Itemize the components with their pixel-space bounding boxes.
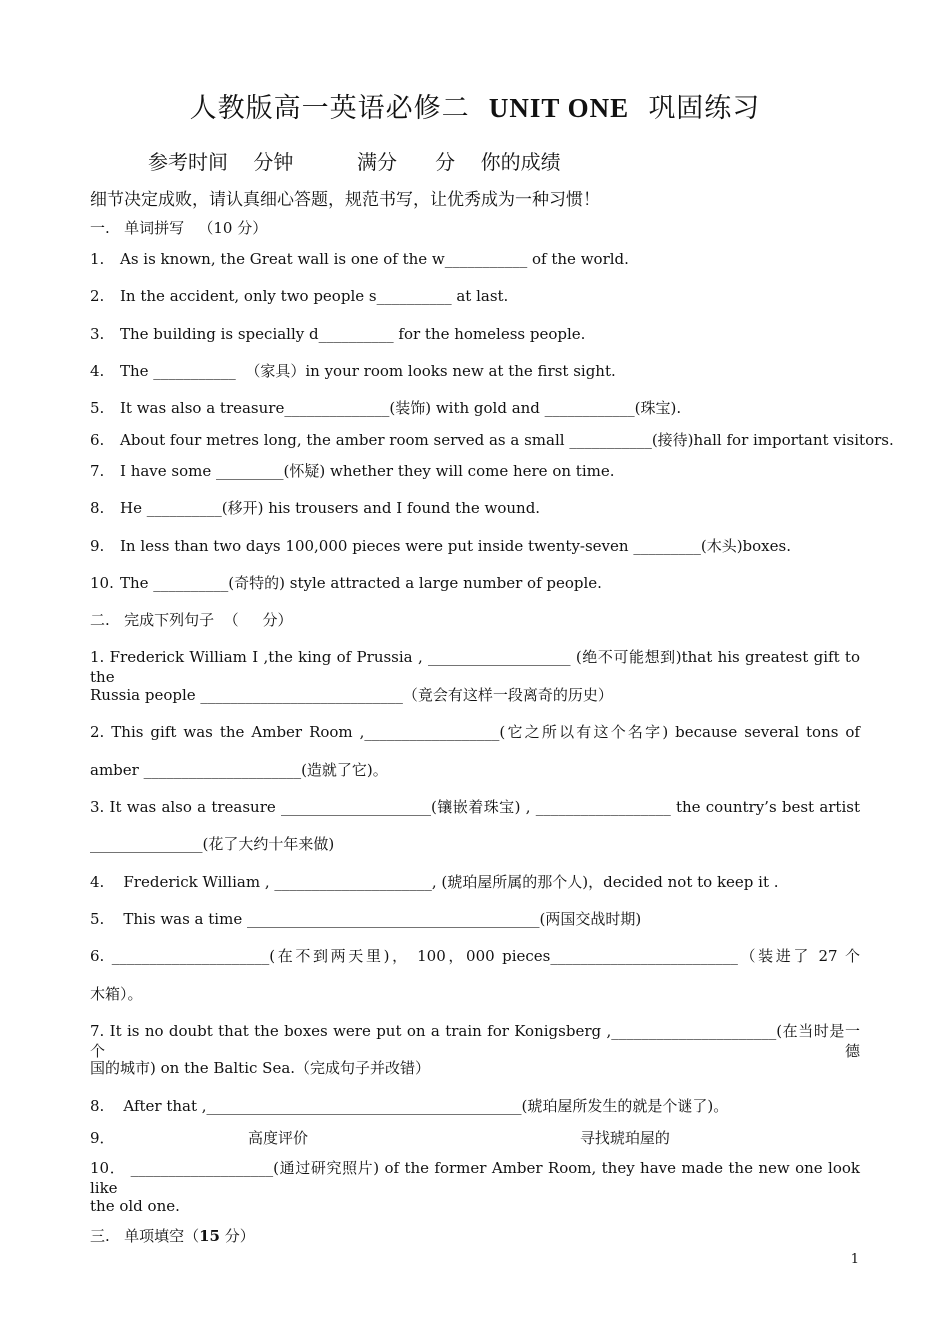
question-line: 6. _____________________(在不到两天里)， 100，000 pieces_________________________（装进了 27 个: [90, 947, 860, 965]
question-number: 5.: [90, 399, 105, 417]
question-line: 5. This was a time _______________________________________(两国交战时期): [90, 910, 642, 928]
question-line: 2. This gift was the Amber Room ,__________________(它之所以有这个名字) because several tons of: [90, 723, 860, 741]
question-line: _______________(花了大约十年来做): [90, 835, 335, 853]
question-number: 2.: [90, 287, 105, 305]
question-number: 7.: [90, 462, 105, 480]
question-line: amber _____________________(造就了它)。: [90, 761, 388, 779]
question-number: 8.: [90, 499, 105, 517]
question-line: 3. It was also a treasure ____________________(镶嵌着珠宝) , __________________ the country’s best artist: [90, 798, 860, 816]
question-number: 1.: [90, 250, 105, 268]
question-line: 木箱）。: [90, 985, 143, 1003]
question-item: [90, 324, 585, 344]
question-number: 3.: [90, 325, 105, 343]
question-text: In the accident, only two people s__________ at last.: [120, 287, 509, 305]
motto: 细节决定成败，请认真细心答题，规范书写，让优秀成为一种习惯！: [90, 190, 600, 210]
question-text: The __________(奇特的) style attracted a large number of people.: [120, 574, 602, 592]
question-line: 9． 高度评价 寻找琥珀屋的: [90, 1129, 670, 1147]
page-number: 1: [850, 1252, 859, 1267]
question-item: [90, 286, 508, 306]
question-line: the old one.: [90, 1197, 180, 1215]
question-item: [90, 361, 616, 381]
question-line: 10． ___________________(通过研究照片) of the former Amber Room, they have made the new one look like: [90, 1159, 860, 1197]
section-1-heading: 一. 单词拼写 （10 分）: [90, 219, 268, 237]
section-3-heading: 三. 单项填空（15 分）: [90, 1227, 255, 1245]
question-line: 7. It is no doubt that the boxes were put on a train for Konigsberg ,______________________(在当时是一个德: [90, 1022, 860, 1060]
question-item: [90, 536, 791, 556]
question-number: 9.: [90, 537, 105, 555]
question-text: The ___________ （家具）in your room looks new at the first sight.: [120, 362, 616, 380]
question-line: 4. Frederick William , _____________________, (琥珀屋所属的那个人)，decided not to keep it .: [90, 873, 779, 891]
question-text: About four metres long, the amber room served as a small ___________(接待)hall for important visitors.: [120, 431, 894, 449]
question-item: [90, 498, 540, 518]
question-number: 10.: [90, 574, 114, 592]
question-text: I have some _________(怀疑) whether they will come here on time.: [120, 462, 615, 480]
question-text: The building is specially d__________ for the homeless people.: [120, 325, 586, 343]
section-2-heading: 二. 完成下列句子 （ 分）: [90, 611, 293, 629]
question-item: [90, 398, 681, 418]
info-line: 参考时间 分钟 满分 分 你的成绩: [148, 150, 561, 174]
question-item: [90, 573, 602, 593]
question-text: He __________(移开) his trousers and I found the wound.: [120, 499, 541, 517]
question-number: 4.: [90, 362, 105, 380]
question-item: [90, 249, 629, 269]
question-item: [90, 430, 894, 450]
question-text: In less than two days 100,000 pieces were put inside twenty-seven _________(木头)boxes.: [120, 537, 791, 555]
question-line: 国的城市) on the Baltic Sea.（完成句子并改错）: [90, 1059, 431, 1077]
question-text: It was also a treasure______________(装饰) with gold and ____________(珠宝).: [120, 399, 682, 417]
question-number: 6.: [90, 431, 105, 449]
question-line: Russia people ___________________________（竟会有这样一段离奇的历史）: [90, 686, 613, 704]
question-text: As is known, the Great wall is one of the w___________ of the world.: [120, 250, 629, 268]
page-title: 人教版高一英语必修二 UNIT ONE 巩固练习: [189, 93, 761, 124]
question-line: 8. After that ,__________________________________________(琥珀屋所发生的就是个谜了)。: [90, 1097, 729, 1115]
question-item: [90, 461, 614, 481]
question-line: 1. Frederick William I ,the king of Prussia , ___________________ (绝不可能想到)that his greatest gift to the: [90, 648, 860, 686]
